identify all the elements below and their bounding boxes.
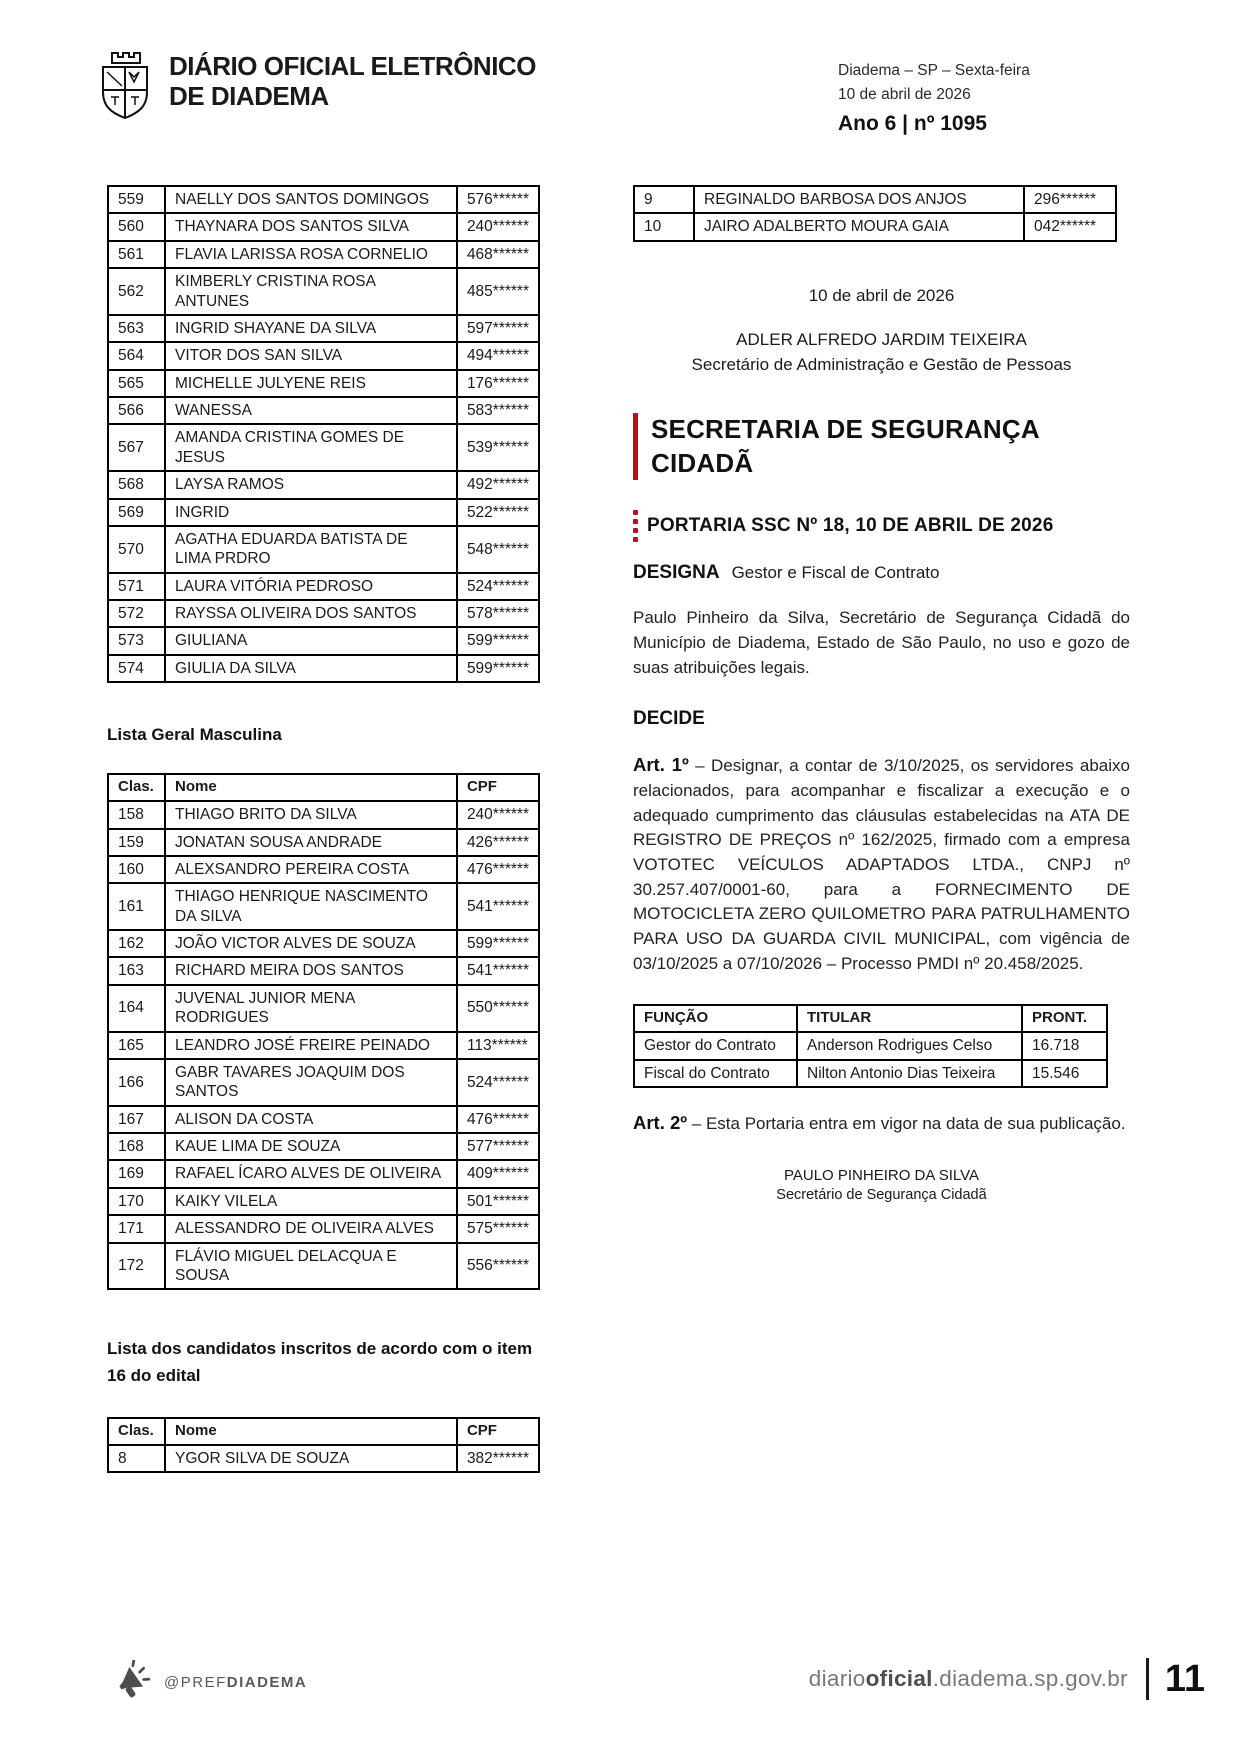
site-suffix: .diadema.sp.gov.br (932, 1666, 1128, 1691)
column-header: PRONT. (1022, 1005, 1107, 1032)
table-cell: JUVENAL JUNIOR MENA RODRIGUES (165, 985, 457, 1032)
table-cell: 9 (634, 186, 694, 213)
table-cell: RAFAEL ÍCARO ALVES DE OLIVEIRA (165, 1160, 457, 1187)
table-cell: 468****** (457, 241, 539, 268)
table-row (108, 471, 539, 498)
table-cell: INGRID (165, 499, 457, 526)
table-cell: 524****** (457, 1059, 539, 1106)
portaria-title: PORTARIA SSC Nº 18, 10 DE ABRIL DE 2026 (647, 515, 1054, 537)
table-row (108, 655, 539, 682)
table-cell: 16.718 (1022, 1032, 1107, 1059)
table-cell: 492****** (457, 471, 539, 498)
table-cell: 573 (108, 627, 165, 654)
table-cell: ALESSANDRO DE OLIVEIRA ALVES (165, 1215, 457, 1242)
table-cell: 576****** (457, 186, 539, 213)
female-list-continuation-table (107, 185, 540, 683)
table-row (108, 424, 539, 471)
table-cell: 426****** (457, 829, 539, 856)
table-cell: ALISON DA COSTA (165, 1106, 457, 1133)
table-row (108, 573, 539, 600)
table-cell: 561 (108, 241, 165, 268)
table-cell: GABR TAVARES JOAQUIM DOS SANTOS (165, 1059, 457, 1106)
table-cell: KAIKY VILELA (165, 1188, 457, 1215)
table-cell: 563 (108, 315, 165, 342)
table-cell: 597****** (457, 315, 539, 342)
signature-name: PAULO PINHEIRO DA SILVA (783, 1166, 980, 1184)
table-cell: 158 (108, 801, 165, 828)
table-cell: JONATAN SOUSA ANDRADE (165, 829, 457, 856)
male-list-title: Lista Geral Masculina (107, 725, 282, 745)
table-cell: 524****** (457, 573, 539, 600)
table-cell: Anderson Rodrigues Celso (797, 1032, 1022, 1059)
table-cell: 165 (108, 1032, 165, 1059)
diadema-coat-of-arms-logo (95, 50, 155, 122)
table-cell: 168 (108, 1133, 165, 1160)
table-cell: 522****** (457, 499, 539, 526)
table-row (108, 1215, 539, 1242)
table-cell: 560 (108, 213, 165, 240)
article-2-paragraph (633, 1110, 1130, 1137)
table-cell: YGOR SILVA DE SOUZA (165, 1445, 457, 1472)
column-header: CPF (457, 774, 539, 801)
table-cell: THIAGO HENRIQUE NASCIMENTO DA SILVA (165, 883, 457, 930)
table-row (108, 1188, 539, 1215)
table-cell: 541****** (457, 957, 539, 984)
page-number: 11 (1164, 1658, 1205, 1700)
table-cell: Gestor do Contrato (634, 1032, 797, 1059)
table-cell: 164 (108, 985, 165, 1032)
intro-paragraph: Paulo Pinheiro da Silva, Secretário de Segurança Cidadã do Município de Diadema, Estado de São Paulo, no uso e gozo de suas atribuições legais. (633, 608, 1130, 677)
table-cell: 476****** (457, 856, 539, 883)
table-cell: 572 (108, 600, 165, 627)
site-prefix: diario (808, 1666, 866, 1691)
article-1-text: – Designar, a contar de 3/10/2025, os servidores abaixo relacionados, para acompanhar e fiscalizar a execução e o adequado cumprimento das cláusulas estabelecidas na ATA DE REGISTRO DE PREÇOS nº 162/2025, firmado com a empresa VOTOTEC VEÍCULOS ADAPTADOS LTDA., CNPJ nº 30.257.407/0001-60, para a FORNECIMENTO DE MOTOCICLETA ZERO QUILOMETRO PARA PATRULHAMENTO PARA USO DA GUARDA CIVIL MUNICIPAL, com vigência de 03/10/2025 a 07/10/2026 – Processo PMDI nº 20.458/2025. (633, 756, 1130, 973)
table-cell: 566 (108, 397, 165, 424)
table-cell: 578****** (457, 600, 539, 627)
table-row (108, 315, 539, 342)
column-header: Clas. (108, 774, 165, 801)
table-cell: 559 (108, 186, 165, 213)
table-cell: 571 (108, 573, 165, 600)
table-cell: 171 (108, 1215, 165, 1242)
table-cell: 169 (108, 1160, 165, 1187)
table-cell: FLÁVIO MIGUEL DELACQUA E SOUSA (165, 1243, 457, 1290)
table-cell: Nilton Antonio Dias Teixeira (797, 1060, 1022, 1087)
column-header: Clas. (108, 1418, 165, 1445)
table-cell: 163 (108, 957, 165, 984)
table-cell: 539****** (457, 424, 539, 471)
social-handle (164, 1674, 307, 1691)
table-cell: Fiscal do Contrato (634, 1060, 797, 1087)
table-cell: GIULIA DA SILVA (165, 655, 457, 682)
table-row (108, 241, 539, 268)
table-row (108, 883, 539, 930)
table-cell: LAURA VITÓRIA PEDROSO (165, 573, 457, 600)
portaria-heading (633, 510, 1130, 542)
table-cell: 548****** (457, 526, 539, 573)
signature-role: Secretário de Segurança Cidadã (776, 1186, 987, 1203)
table-cell: REGINALDO BARBOSA DOS ANJOS (694, 186, 1024, 213)
table-row (108, 526, 539, 573)
table-cell: ALEXSANDRO PEREIRA COSTA (165, 856, 457, 883)
table-cell: 162 (108, 930, 165, 957)
act-date: 10 de abril de 2026 (808, 285, 955, 305)
table-header-row (108, 774, 539, 801)
table-row (108, 342, 539, 369)
table-cell: 476****** (457, 1106, 539, 1133)
item16-table (107, 1417, 540, 1473)
designa-text: Gestor e Fiscal de Contrato (731, 563, 940, 583)
table-cell: 583****** (457, 397, 539, 424)
table-cell: 161 (108, 883, 165, 930)
table-row (108, 1032, 539, 1059)
table-row (108, 1445, 539, 1472)
social-handle-bold: DIADEMA (226, 1673, 308, 1691)
section-heading (633, 413, 1130, 481)
column-header: TITULAR (797, 1005, 1022, 1032)
table-cell: AGATHA EDUARDA BATISTA DE LIMA PRDRO (165, 526, 457, 573)
table-row (108, 370, 539, 397)
table-cell: FLAVIA LARISSA ROSA CORNELIO (165, 241, 457, 268)
column-header: FUNÇÃO (634, 1005, 797, 1032)
table-cell: 172 (108, 1243, 165, 1290)
table-cell: INGRID SHAYANE DA SILVA (165, 315, 457, 342)
gazette-website (809, 1666, 1128, 1692)
column-header: CPF (457, 1418, 539, 1445)
table-cell: 575****** (457, 1215, 539, 1242)
decide-label: DECIDE (633, 708, 705, 730)
table-cell: LEANDRO JOSÉ FREIRE PEINADO (165, 1032, 457, 1059)
table-row (108, 1133, 539, 1160)
table-cell: 599****** (457, 930, 539, 957)
table-cell: 240****** (457, 801, 539, 828)
table-cell: 10 (634, 213, 694, 240)
table-cell: 167 (108, 1106, 165, 1133)
table-cell: 296****** (1024, 186, 1116, 213)
table-cell: 574 (108, 655, 165, 682)
table-cell: 550****** (457, 985, 539, 1032)
table-cell: RAYSSA OLIVEIRA DOS SANTOS (165, 600, 457, 627)
table-cell: 485****** (457, 268, 539, 315)
table-row (634, 1060, 1107, 1087)
masthead-titles (169, 50, 536, 112)
article-1-paragraph (633, 752, 1130, 976)
table-header-row (634, 1005, 1107, 1032)
table-cell: 409****** (457, 1160, 539, 1187)
table-cell: 113****** (457, 1032, 539, 1059)
table-cell: 599****** (457, 655, 539, 682)
table-row (108, 268, 539, 315)
table-header-row (108, 1418, 539, 1445)
gazette-title-line1: DIÁRIO OFICIAL ELETRÔNICO (169, 51, 536, 81)
table-row (108, 985, 539, 1032)
section-accent-bar (633, 413, 638, 481)
portaria-accent-dots (633, 510, 638, 542)
table-cell: 166 (108, 1059, 165, 1106)
table-cell: 564 (108, 342, 165, 369)
table-cell: JOÃO VICTOR ALVES DE SOUZA (165, 930, 457, 957)
contract-roles-table (633, 1004, 1108, 1088)
table-cell: 160 (108, 856, 165, 883)
section-title: SECRETARIA DE SEGURANÇA CIDADÃ (651, 413, 1039, 478)
table-cell: GIULIANA (165, 627, 457, 654)
column-header: Nome (165, 1418, 457, 1445)
list-continuation-table (633, 185, 1117, 242)
table-cell: WANESSA (165, 397, 457, 424)
table-cell: LAYSA RAMOS (165, 471, 457, 498)
megaphone-icon (110, 1660, 154, 1704)
table-cell: 577****** (457, 1133, 539, 1160)
table-cell: 15.546 (1022, 1060, 1107, 1087)
table-row (634, 213, 1116, 240)
table-cell: AMANDA CRISTINA GOMES DE JESUS (165, 424, 457, 471)
table-row (108, 213, 539, 240)
edition-info (838, 62, 1030, 136)
edition-issue-number: Ano 6 | nº 1095 (838, 112, 987, 136)
article-2-text: – Esta Portaria entra em vigor na data de sua publicação. (691, 1113, 1126, 1133)
table-row (108, 1160, 539, 1187)
table-row (108, 1059, 539, 1106)
table-row (108, 499, 539, 526)
table-cell: 541****** (457, 883, 539, 930)
item16-list-title: Lista dos candidatos inscritos de acordo com o item 16 do edital (107, 1339, 533, 1385)
table-cell: 501****** (457, 1188, 539, 1215)
table-row (108, 627, 539, 654)
table-cell: 556****** (457, 1243, 539, 1290)
footer-divider (1146, 1658, 1149, 1700)
table-cell: 8 (108, 1445, 165, 1472)
article-1-label: Art. 1º (633, 754, 689, 776)
table-cell: NAELLY DOS SANTOS DOMINGOS (165, 186, 457, 213)
table-cell: 569 (108, 499, 165, 526)
table-cell: 240****** (457, 213, 539, 240)
footer-site-page (809, 1658, 1205, 1700)
table-cell: VITOR DOS SAN SILVA (165, 342, 457, 369)
article-2-label: Art. 2º (633, 1111, 688, 1133)
table-cell: 176****** (457, 370, 539, 397)
signature-block (633, 1167, 1130, 1203)
edition-city-day: Diadema – SP – Sexta-feira (838, 62, 1030, 79)
decide-line (633, 708, 1130, 730)
right-column (633, 185, 1130, 1203)
masthead (95, 50, 536, 122)
table-cell: 565 (108, 370, 165, 397)
table-row (108, 801, 539, 828)
table-cell: 170 (108, 1188, 165, 1215)
table-cell: 567 (108, 424, 165, 471)
table-cell: KIMBERLY CRISTINA ROSA ANTUNES (165, 268, 457, 315)
table-cell: 042****** (1024, 213, 1116, 240)
table-cell: 382****** (457, 1445, 539, 1472)
designa-label: DESIGNA (633, 562, 720, 584)
table-row (108, 186, 539, 213)
signer-name: ADLER ALFREDO JARDIM TEIXEIRA (736, 329, 1027, 349)
table-cell: 159 (108, 829, 165, 856)
designa-line (633, 562, 1130, 584)
table-row (108, 600, 539, 627)
table-cell: KAUE LIMA DE SOUZA (165, 1133, 457, 1160)
table-cell: 599****** (457, 627, 539, 654)
table-cell: THIAGO BRITO DA SILVA (165, 801, 457, 828)
column-header: Nome (165, 774, 457, 801)
table-row (108, 829, 539, 856)
page-footer (0, 1652, 1241, 1716)
footer-social (110, 1660, 307, 1704)
table-cell: 568 (108, 471, 165, 498)
table-row (108, 397, 539, 424)
table-cell: THAYNARA DOS SANTOS SILVA (165, 213, 457, 240)
table-row (108, 1106, 539, 1133)
table-cell: 562 (108, 268, 165, 315)
table-cell: 494****** (457, 342, 539, 369)
male-list-table (107, 773, 540, 1290)
left-column (107, 185, 540, 1473)
table-cell: JAIRO ADALBERTO MOURA GAIA (694, 213, 1024, 240)
table-row (108, 957, 539, 984)
table-cell: RICHARD MEIRA DOS SANTOS (165, 957, 457, 984)
table-row (108, 856, 539, 883)
table-row (634, 1032, 1107, 1059)
table-cell: 570 (108, 526, 165, 573)
table-cell: MICHELLE JULYENE REIS (165, 370, 457, 397)
table-row (108, 930, 539, 957)
table-row (108, 1243, 539, 1290)
social-handle-prefix: @PREF (164, 1673, 227, 1691)
table-row (634, 186, 1116, 213)
site-bold: oficial (865, 1666, 933, 1691)
gazette-title-line2: DE DIADEMA (169, 80, 329, 111)
signer-role: Secretário de Administração e Gestão de Pessoas (691, 354, 1072, 374)
edition-date: 10 de abril de 2026 (838, 86, 971, 104)
